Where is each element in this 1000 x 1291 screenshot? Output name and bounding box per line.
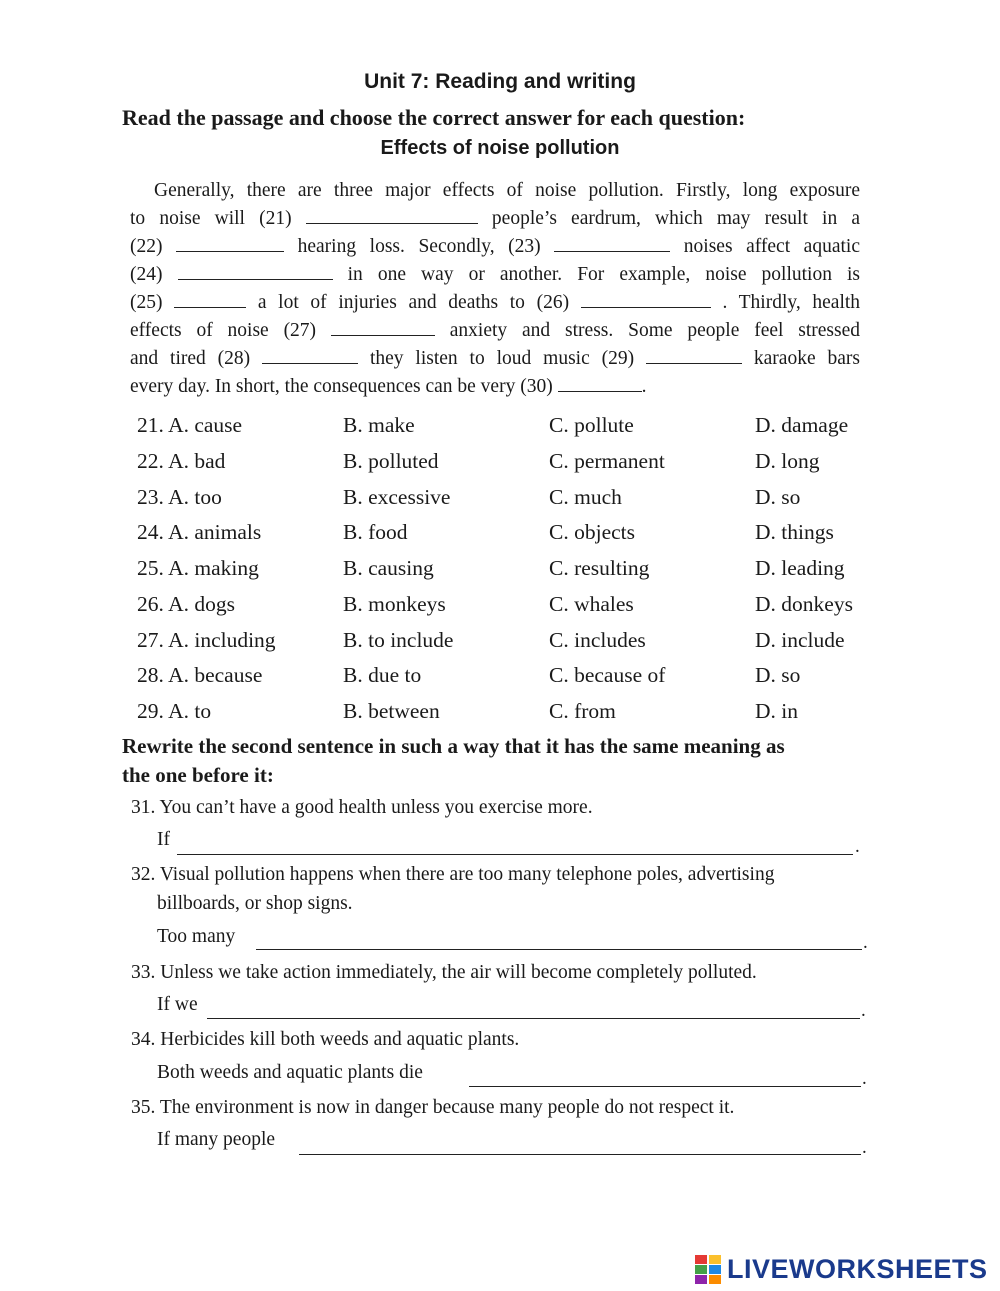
passage-title: Effects of noise pollution [380,137,620,159]
blank-30[interactable] [558,374,642,392]
unit-title: Unit 7: Reading and writing [364,70,636,93]
reading-instruction: Read the passage and choose the correct answer for each question: [122,105,746,130]
question-row [0,699,1000,735]
question-row [0,663,1000,699]
option-a[interactable]: 27. A. including [137,628,276,652]
option-b[interactable]: B. excessive [343,485,451,509]
passage-line: and tired (28) they listen to loud music (29) karaoke bars [130,348,860,369]
liveworksheets-logo-icon [695,1255,723,1285]
blank-22[interactable] [176,234,284,252]
option-a[interactable]: 21. A. cause [137,413,243,437]
rewrite-sentence-35: 35. The environment is now in danger because many people do not respect it. [131,1097,735,1118]
option-a[interactable]: 25. A. making [137,556,259,580]
answer-line-35[interactable] [299,1154,861,1155]
option-c[interactable]: C. because of [549,663,666,687]
option-d[interactable]: D. things [755,520,834,544]
option-c[interactable]: C. includes [549,628,646,652]
option-c[interactable]: C. whales [549,592,634,616]
passage [130,177,860,401]
answer-line-34[interactable] [469,1086,861,1087]
option-a[interactable]: 23. A. too [137,485,222,509]
option-c[interactable]: C. from [549,699,616,723]
question-row [0,449,1000,485]
passage-line: every day. In short, the consequences can be very (30) . [130,376,647,397]
brand-wordmark: LIVEWORKSHEETS [727,1254,988,1284]
option-a[interactable]: 26. A. dogs [137,592,235,616]
question-row [0,628,1000,664]
rewrite-instruction: the one before it: [122,763,274,787]
option-d[interactable]: D. donkeys [755,592,853,616]
option-d[interactable]: D. long [755,449,820,473]
question-row [0,592,1000,628]
blank-23[interactable] [554,234,670,252]
rewrite-sentence-32: 32. Visual pollution happens when there are too many telephone poles, advertising [131,864,775,885]
blank-27[interactable] [331,318,435,336]
option-b[interactable]: B. make [343,413,415,437]
option-b[interactable]: B. between [343,699,440,723]
option-c[interactable]: C. objects [549,520,635,544]
option-a[interactable]: 28. A. because [137,663,263,687]
end-period: . [863,932,868,953]
option-b[interactable]: B. monkeys [343,592,446,616]
rewrite-sentence-34: 34. Herbicides kill both weeds and aquatic plants. [131,1029,520,1050]
end-period: . [862,1137,867,1158]
blank-25[interactable] [174,290,246,308]
option-b[interactable]: B. causing [343,556,434,580]
option-b[interactable]: B. due to [343,663,422,687]
option-d[interactable]: D. leading [755,556,845,580]
answer-prompt-33: If we [157,994,198,1015]
answer-prompt-31: If [157,829,170,850]
question-row [0,556,1000,592]
answer-prompt-35: If many people [157,1129,276,1150]
question-row [0,485,1000,521]
option-b[interactable]: B. food [343,520,408,544]
blank-21[interactable] [306,206,478,224]
blank-26[interactable] [581,290,711,308]
answer-prompt-34: Both weeds and aquatic plants die [157,1062,423,1083]
passage-line: Generally, there are three major effects of noise pollution. Firstly, long exposure [154,180,860,201]
option-d[interactable]: D. so [755,485,801,509]
answer-prompt-32: Too many [157,926,236,947]
answer-line-31[interactable] [177,854,853,855]
question-row [0,520,1000,556]
answer-line-33[interactable] [207,1018,860,1019]
rewrite-sentence-32-cont: billboards, or shop signs. [157,893,353,914]
rewrite-sentence-31: 31. You can’t have a good health unless you exercise more. [131,797,593,818]
option-c[interactable]: C. much [549,485,622,509]
blank-29[interactable] [646,346,742,364]
rewrite-instruction: Rewrite the second sentence in such a way that it has the same meaning as [122,734,785,758]
end-period: . [855,836,860,857]
end-period: . [861,1000,866,1021]
option-b[interactable]: B. to include [343,628,454,652]
option-d[interactable]: D. in [755,699,798,723]
option-d[interactable]: D. so [755,663,801,687]
blank-28[interactable] [262,346,358,364]
passage-line: (22) hearing loss. Secondly, (23) noises affect aquatic [130,236,860,257]
passage-line: to noise will (21) people’s eardrum, which may result in a [130,208,861,229]
option-c[interactable]: C. permanent [549,449,665,473]
passage-line: (24) in one way or another. For example, noise pollution is [130,264,861,285]
end-period: . [862,1068,867,1089]
answer-line-32[interactable] [256,949,862,950]
passage-line: (25) a lot of injuries and deaths to (26) . Thirdly, health [130,292,861,313]
option-a[interactable]: 29. A. to [137,699,212,723]
option-d[interactable]: D. damage [755,413,849,437]
option-b[interactable]: B. polluted [343,449,439,473]
option-c[interactable]: C. resulting [549,556,650,580]
option-c[interactable]: C. pollute [549,413,634,437]
option-d[interactable]: D. include [755,628,845,652]
option-a[interactable]: 24. A. animals [137,520,262,544]
rewrite-sentence-33: 33. Unless we take action immediately, the air will become completely polluted. [131,962,757,983]
question-row [0,413,1000,449]
option-a[interactable]: 22. A. bad [137,449,226,473]
blank-24[interactable] [178,262,333,280]
passage-line: effects of noise (27) anxiety and stress. Some people feel stressed [130,320,861,341]
